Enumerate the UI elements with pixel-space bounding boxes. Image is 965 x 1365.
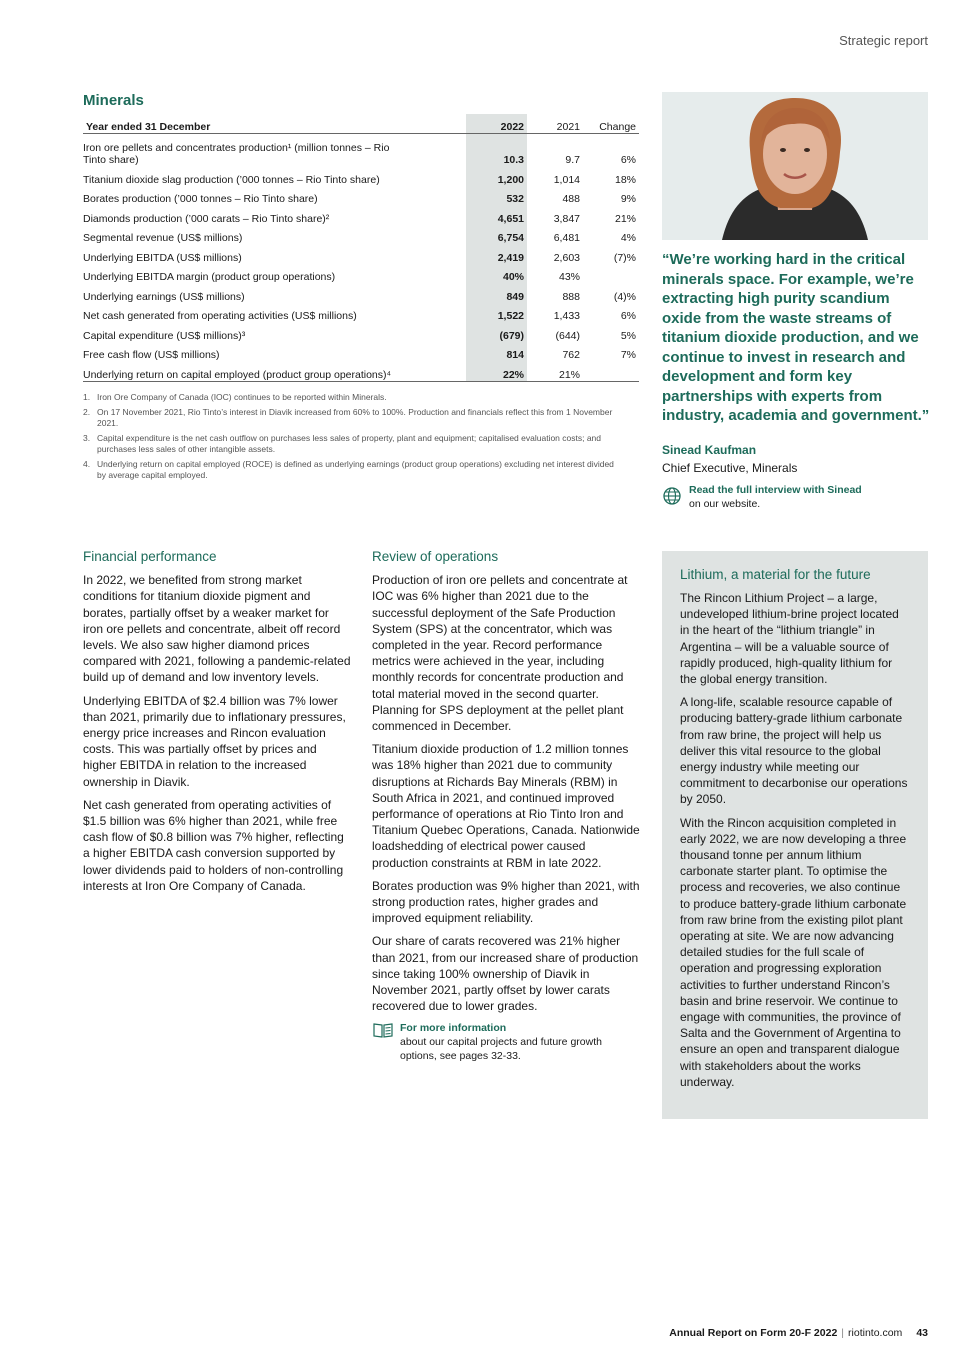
table-row xyxy=(83,244,639,264)
footnote-text: Capital expenditure is the net cash outflow on purchases less sales of property, plant and equipment; capitalised evaluation costs; and purchases less sales of other intangible assets. xyxy=(97,433,602,454)
value-2022: (679) xyxy=(466,322,527,342)
paragraph: Underlying EBITDA of $2.4 billion was 7% lower than 2021, primarily due to inflationary pressures, energy price increases and Rincon evaluation costs. This was partially offset by prices and higher EBITDA in relation to the increased ownership in Diavik. xyxy=(83,693,346,789)
value-change: 7% xyxy=(620,349,636,361)
footnote xyxy=(83,392,623,403)
table-row xyxy=(83,361,639,381)
value-change xyxy=(583,361,639,381)
quote-author-role: Chief Executive, Minerals xyxy=(662,461,798,475)
col-header-year: Year ended 31 December xyxy=(83,114,466,134)
row-label: Titanium dioxide slag production (’000 tonnes – Rio Tinto share) xyxy=(83,173,380,186)
footnote-text: Iron Ore Company of Canada (IOC) continues to be reported within Minerals. xyxy=(97,392,387,402)
col-header-2021: 2021 xyxy=(527,114,583,134)
value-2021: 762 xyxy=(562,349,580,361)
value-change: 9% xyxy=(620,193,636,205)
paragraph: A long-life, scalable resource capable of producing battery-grade lithium carbonate from raw brine, the project will help us deliver this vital resource to the global energy industry while meeting our commitment to decarbonise our operations by 2050. xyxy=(680,695,908,807)
interview-link-suffix: on our website. xyxy=(689,498,761,510)
table-footnotes xyxy=(83,392,623,485)
footnote-number: 2. xyxy=(83,407,91,417)
paragraph: Borates production was 9% higher than 2021, with strong production rates, higher grades and improved equipment reliability. xyxy=(372,878,640,926)
paragraph: With the Rincon acquisition completed in early 2022, we are now developing a three thousand tonne per annum lithium carbonate starter plant. To optimise the process and recoveries, we also continue to produce battery-grade lithium carbonate from raw brine from the existing pilot plant operating at site. We are now advancing detailed studies for the full scale of operation and progressing exploration activities to further understand Rincon’s basin and brine reservoir. We continue to engage with communities, the province of Salta and the Government of Argentina to ensure an open and transparent dialogue with stakeholders about the works underway. xyxy=(680,815,907,1089)
table-row xyxy=(83,205,639,225)
row-label: Net cash generated from operating activities (US$ millions) xyxy=(83,310,357,322)
portrait-photo xyxy=(662,92,928,240)
pull-quote: “We’re working hard in the critical minerals space. For example, we’re extracting high purity scandium oxide from the waste streams of titanium dioxide production, and we continue to invest in research and development and form key partnerships with experts from industry, academia and government.” xyxy=(662,251,930,424)
book-icon xyxy=(372,1021,394,1039)
row-label: Borates production (’000 tonnes – Rio Tinto share) xyxy=(83,193,318,205)
paragraph: Net cash generated from operating activities of $1.5 billion was 6% higher than 2021, while free cash flow of $0.8 billion was 7% higher, reflecting a higher EBITDA cash conversion supported by lower dividends paid to holders of non-controlling interests at Iron Ore Company of Canada. xyxy=(83,797,344,893)
table-row xyxy=(83,342,639,362)
review-of-operations-section xyxy=(372,549,640,1063)
paragraph: Our share of carats recovered was 21% higher than 2021, from our increased share of production since taking 100% ownership of Diavik in November 2021, partly offset by lower carats recovered due to lower grades. xyxy=(372,934,639,1014)
paragraph: The Rincon Lithium Project – a large, undeveloped lithium-brine project located in the heart of the “lithium triangle” in Argentina – will be a valuable source of rapidly produced, high-quality lithium for the global energy transition. xyxy=(680,591,899,687)
footnote xyxy=(83,407,623,429)
interview-link-label[interactable]: Read the full interview with Sinead xyxy=(689,484,862,496)
footer-separator: | xyxy=(841,1327,845,1339)
value-change: 21% xyxy=(614,212,636,225)
footnote-number: 1. xyxy=(83,392,91,402)
review-of-operations-heading: Review of operations xyxy=(372,549,499,564)
portrait-illustration xyxy=(662,92,928,240)
value-change: 4% xyxy=(620,232,636,244)
value-2021: 2,603 xyxy=(553,251,580,264)
row-label: Segmental revenue (US$ millions) xyxy=(83,232,243,244)
table-row xyxy=(83,166,639,186)
value-change: 18% xyxy=(614,173,636,186)
footnote-number: 4. xyxy=(83,459,91,469)
website[interactable]: riotinto.com xyxy=(848,1327,903,1339)
minerals-table xyxy=(83,114,639,382)
row-label: Underlying EBITDA (US$ millions) xyxy=(83,251,242,264)
financial-performance-section xyxy=(83,549,351,901)
footnote xyxy=(83,459,623,481)
minerals-title: Minerals xyxy=(83,92,144,109)
value-2022: 1,200 xyxy=(466,166,527,186)
value-change: 6% xyxy=(620,310,636,322)
value-2022: 4,651 xyxy=(466,205,527,225)
value-2021: 888 xyxy=(562,290,580,303)
row-label: Iron ore pellets and concentrates production¹ (million tonnes – Rio Tinto share) xyxy=(83,142,390,166)
row-label: Diamonds production (’000 carats – Rio Tinto share)² xyxy=(83,212,330,225)
value-2022: 814 xyxy=(466,342,527,362)
value-2021: 3,847 xyxy=(553,212,580,225)
page-footer xyxy=(669,1327,928,1339)
table-row xyxy=(83,134,639,167)
value-2021: 21% xyxy=(527,361,583,381)
value-change: 5% xyxy=(620,329,636,342)
more-information-link[interactable] xyxy=(372,1021,640,1063)
value-2022: 40% xyxy=(466,264,527,284)
value-2021: 1,014 xyxy=(553,173,580,186)
row-label: Underlying EBITDA margin (product group operations) xyxy=(83,271,336,283)
report-title: Annual Report on Form 20-F 2022 xyxy=(669,1327,838,1339)
value-change: (4)% xyxy=(613,290,636,303)
col-header-change: Change xyxy=(583,114,639,134)
interview-link[interactable] xyxy=(662,483,862,511)
table-header-row xyxy=(83,114,639,134)
table-row xyxy=(83,264,639,284)
value-2021: 1,433 xyxy=(553,310,580,322)
table-row xyxy=(83,283,639,303)
value-2021: 6,481 xyxy=(553,232,580,244)
globe-icon xyxy=(662,486,682,506)
paragraph: Production of iron ore pellets and concentrate at IOC was 6% higher than 2021 due to the successful deployment of the Safe Production System (SPS) at the concentrator, which was completed in the year. Record performance metrics were achieved in the year, including monthly records for concentrate production and total material moved in the second quarter. Planning for SPS deployment at the pellet plant commenced in December. xyxy=(372,573,628,734)
paragraph: In 2022, we benefited from strong market conditions for titanium dioxide pigment and borates, partially offset by a weaker market for iron ore pellets and concentrate, albeit off record levels. We also saw higher diamond prices compared with 2021, following a pandemic-related build up of demand and low inventory levels. xyxy=(83,573,351,685)
footnote xyxy=(83,433,623,455)
table-row xyxy=(83,225,639,245)
more-information-label[interactable]: For more information xyxy=(400,1022,507,1035)
footnote-number: 3. xyxy=(83,433,91,443)
value-2022: 849 xyxy=(466,283,527,303)
value-2021: (644) xyxy=(555,329,580,342)
table-row xyxy=(83,303,639,323)
lithium-sidebar xyxy=(662,551,928,1119)
footnote-text: On 17 November 2021, Rio Tinto’s interest in Diavik increased from 60% to 100%. Production and financials reflect this from 1 November 2021. xyxy=(97,407,613,428)
value-2022: 1,522 xyxy=(466,303,527,323)
footnote-text: Underlying return on capital employed (ROCE) is defined as underlying earnings (product group operations) excluding net interest divided by average capital employed. xyxy=(97,459,614,480)
value-2021: 9.7 xyxy=(565,154,580,166)
value-change: (7)% xyxy=(613,251,636,264)
value-2022: 6,754 xyxy=(466,225,527,245)
section-label: Strategic report xyxy=(839,33,928,48)
value-2022: 22% xyxy=(466,361,527,381)
value-2021: 43% xyxy=(558,271,580,283)
financial-performance-heading: Financial performance xyxy=(83,549,217,564)
row-label: Underlying earnings (US$ millions) xyxy=(83,290,245,303)
value-2022: 532 xyxy=(466,186,527,206)
row-label: Underlying return on capital employed (product group operations)⁴ xyxy=(83,361,466,381)
value-2021: 488 xyxy=(562,193,580,205)
table-row xyxy=(83,322,639,342)
col-header-2022: 2022 xyxy=(466,114,527,134)
page-number: 43 xyxy=(916,1327,928,1339)
value-change: 6% xyxy=(620,154,636,166)
value-change xyxy=(583,264,639,284)
paragraph: Titanium dioxide production of 1.2 million tonnes was 18% higher than 2021 due to community disruptions at Richards Bay Minerals (RBM) in South Africa in 2021, and continued improved performance of operations at Rio Tinto Iron and Titanium Quebec Operations, Canada. Nationwide loadshedding of electrical power caused production constraints at RBM in late 2022. xyxy=(372,742,640,870)
value-2022: 2,419 xyxy=(466,244,527,264)
row-label: Capital expenditure (US$ millions)³ xyxy=(83,329,246,342)
table-row xyxy=(83,186,639,206)
quote-author-name: Sinead Kaufman xyxy=(662,443,757,457)
value-2022: 10.3 xyxy=(466,134,527,167)
row-label: Free cash flow (US$ millions) xyxy=(83,349,220,361)
more-information-text: about our capital projects and future growth options, see pages 32-33. xyxy=(400,1036,602,1063)
lithium-heading: Lithium, a material for the future xyxy=(680,567,871,582)
